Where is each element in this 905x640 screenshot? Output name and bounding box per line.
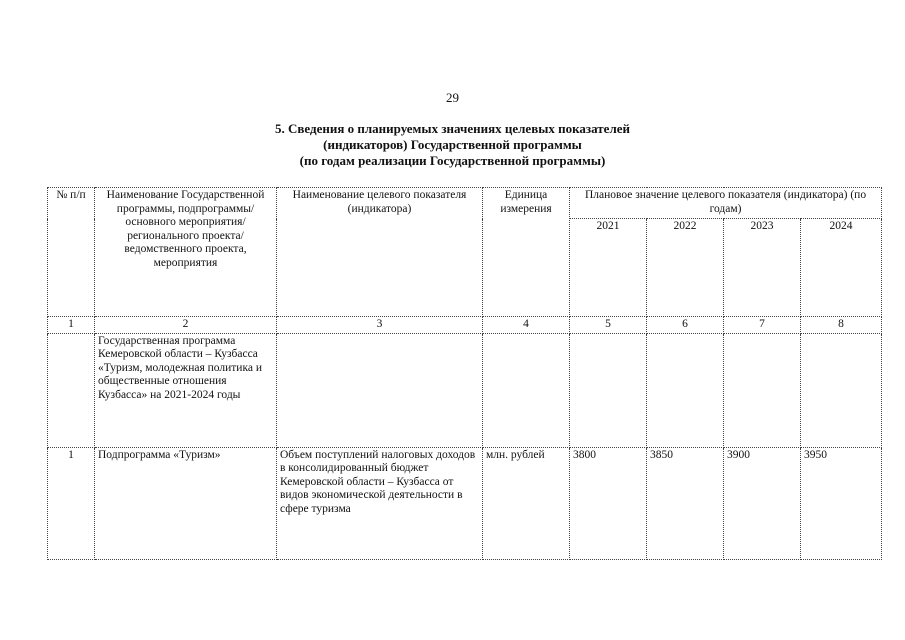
row-no (48, 333, 95, 447)
column-number: 7 (724, 317, 801, 334)
section-title-line-2: (индикаторов) Государственной программы (323, 137, 582, 152)
row-value-2022: 3850 (647, 447, 724, 559)
column-number: 4 (483, 317, 570, 334)
table-row (48, 447, 882, 559)
header-planned-value: Плановое значение целевого показателя (индикатора) (по годам) (570, 188, 882, 219)
row-indicator-name (277, 333, 483, 447)
row-value-2023 (724, 333, 801, 447)
section-title (0, 121, 905, 169)
column-number: 6 (647, 317, 724, 334)
row-value-2024: 3950 (801, 447, 882, 559)
row-unit (483, 333, 570, 447)
column-number: 3 (277, 317, 483, 334)
header-year-2021: 2021 (570, 219, 647, 317)
column-number: 8 (801, 317, 882, 334)
page-number: 29 (446, 90, 459, 105)
row-value-2024 (801, 333, 882, 447)
column-number: 5 (570, 317, 647, 334)
row-program-name: Государственная программа Кемеровской области – Кузбасса «Туризм, молодежная политика и общественные отношения Кузбасса» на 2021-2024 годы (95, 333, 277, 447)
header-indicator-name: Наименование целевого показателя (индикатора) (277, 188, 483, 317)
header-no: № п/п (48, 188, 95, 317)
row-value-2023: 3900 (724, 447, 801, 559)
row-program-name: Подпрограмма «Туризм» (95, 447, 277, 559)
row-value-2022 (647, 333, 724, 447)
table-row (48, 333, 882, 447)
column-number-row (48, 317, 882, 334)
header-program-name: Наименование Государственной программы, подпрограммы/основного мероприятия/ регионального проекта/ведомственного проекта, мероприятия (95, 188, 277, 317)
column-number: 1 (48, 317, 95, 334)
indicators-table (47, 187, 882, 560)
section-title-line-1: 5. Сведения о планируемых значениях целевых показателей (275, 121, 630, 136)
section-title-line-3: (по годам реализации Государственной программы) (299, 153, 606, 168)
row-value-2021 (570, 333, 647, 447)
header-unit: Единица измерения (483, 188, 570, 317)
row-indicator-name: Объем поступлений налоговых доходов в консолидированный бюджет Кемеровской области – Кузбасса от видов экономической деятельности в сфере туризма (277, 447, 483, 559)
row-value-2021: 3800 (570, 447, 647, 559)
header-row-1 (48, 188, 882, 219)
row-unit: млн. рублей (483, 447, 570, 559)
header-year-2024: 2024 (801, 219, 882, 317)
header-year-2023: 2023 (724, 219, 801, 317)
row-no: 1 (48, 447, 95, 559)
column-number: 2 (95, 317, 277, 334)
header-year-2022: 2022 (647, 219, 724, 317)
